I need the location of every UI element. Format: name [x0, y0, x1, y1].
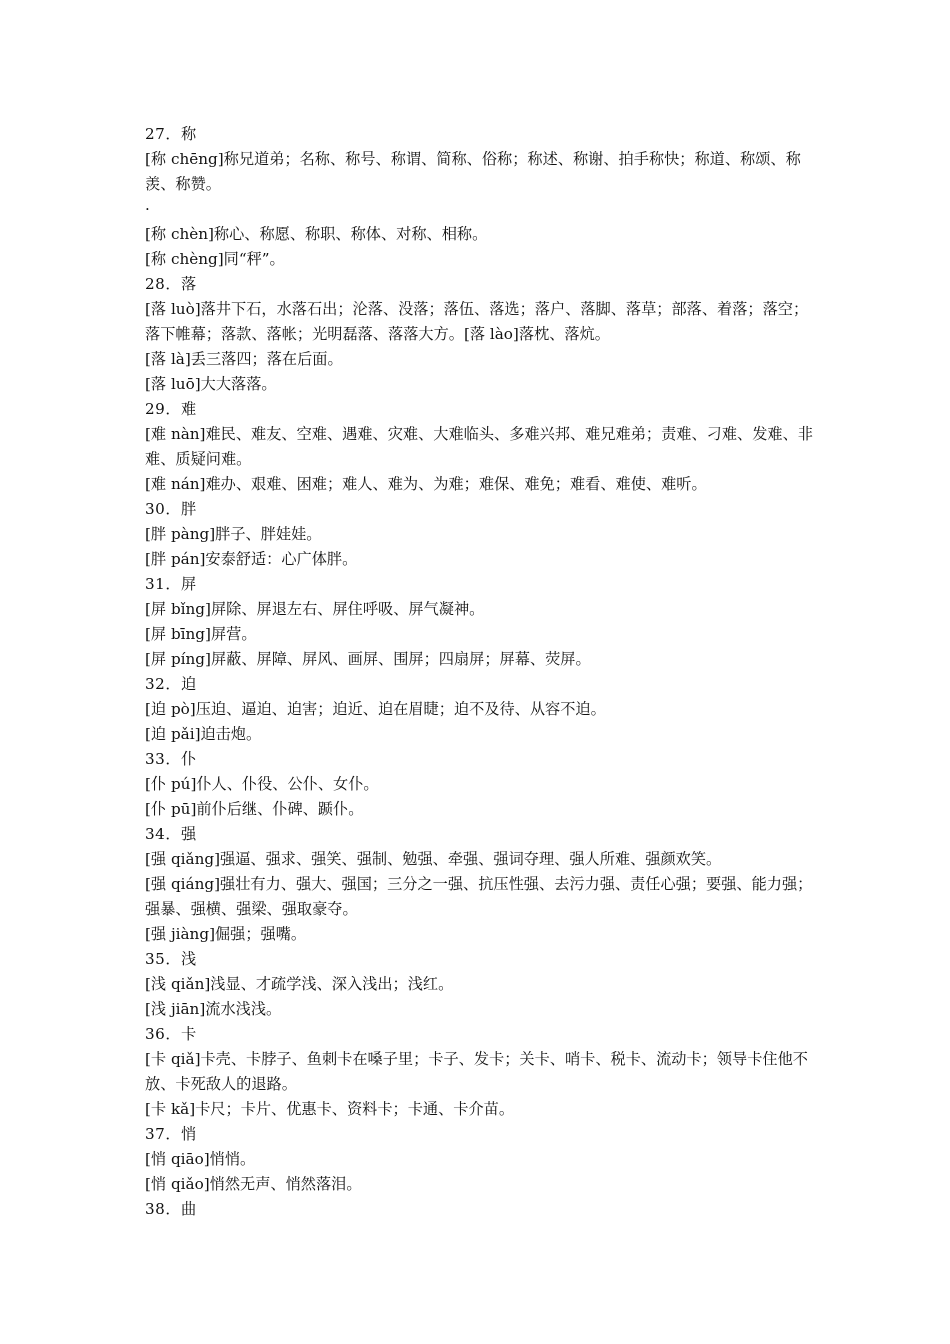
- section-heading: 38．曲: [145, 1200, 197, 1218]
- section-heading: 29．难: [145, 400, 197, 418]
- entry-line: [仆 pū]前仆后继、仆碑、踬仆。: [145, 800, 364, 818]
- dot-mark: ·: [145, 200, 150, 218]
- entry-line: [屏 píng]屏蔽、屏障、屏风、画屏、围屏；四扇屏；屏幕、荧屏。: [145, 650, 591, 668]
- entry-line: [强 qiǎng]强逼、强求、强笑、强制、勉强、牵强、强词夺理、强人所难、强颜欢笑。: [145, 850, 722, 868]
- entry-line: [浅 qiǎn]浅显、才疏学浅、深入浅出；浅红。: [145, 975, 454, 993]
- section-heading: 34．强: [145, 825, 197, 843]
- entry-line: [强 jiàng]倔强；强嘴。: [145, 925, 307, 943]
- section-heading: 31．屏: [145, 575, 197, 593]
- entry-line: [落 là]丢三落四；落在后面。: [145, 350, 343, 368]
- entry-line: [悄 qiǎo]悄然无声、悄然落泪。: [145, 1175, 362, 1193]
- entry-line: [屏 bīng]屏营。: [145, 625, 257, 643]
- entry-line: [仆 pú]仆人、仆役、公仆、女仆。: [145, 775, 379, 793]
- entry-line: [称 chēng]称兄道弟；名称、称号、称谓、简称、俗称；称述、称谢、拍手称快；称道、称颂、称羡、称赞。: [145, 150, 801, 193]
- section-heading: 36．卡: [145, 1025, 197, 1043]
- entry-line: [卡 qiǎ]卡壳、卡脖子、鱼刺卡在嗓子里；卡子、发卡；关卡、哨卡、税卡、流动卡；领导卡住他不放、卡死敌人的退路。: [145, 1050, 808, 1093]
- entry-line: [落 luò]落井下石，水落石出；沦落、没落；落伍、落选；落户、落脚、落草；部落、着落；落空；落下帷幕；落款、落帐；光明磊落、落落大方。[落 lào]落枕、落炕。: [145, 300, 809, 343]
- section-heading: 37．悄: [145, 1125, 197, 1143]
- section-heading: 28．落: [145, 275, 197, 293]
- entry-line: [悄 qiāo]悄悄。: [145, 1150, 256, 1168]
- entry-line: [迫 pǎi]迫击炮。: [145, 725, 262, 743]
- entry-line: [称 chèn]称心、称愿、称职、称体、对称、相称。: [145, 225, 488, 243]
- entry-line: [胖 pán]安泰舒适：心广体胖。: [145, 550, 358, 568]
- entry-line: [卡 kǎ]卡尺；卡片、优惠卡、资料卡；卡通、卡介苗。: [145, 1100, 515, 1118]
- entry-line: [迫 pò]压迫、逼迫、迫害；迫近、迫在眉睫；迫不及待、从容不迫。: [145, 700, 606, 718]
- section-heading: 27．称: [145, 125, 197, 143]
- entry-line: [落 luō]大大落落。: [145, 375, 277, 393]
- entry-line: [屏 bǐng]屏除、屏退左右、屏住呼吸、屏气凝神。: [145, 600, 485, 618]
- entry-line: [难 nán]难办、艰难、困难；难人、难为、为难；难保、难免；难看、难使、难听。: [145, 475, 707, 493]
- entry-line: [称 chèng]同“秤”。: [145, 250, 285, 268]
- entry-line: [难 nàn]难民、难友、空难、遇难、灾难、大难临头、多难兴邦、难兄难弟；责难、刁难、发难、非难、质疑问难。: [145, 425, 813, 468]
- entry-line: [强 qiáng]强壮有力、强大、强国；三分之一强、抗压性强、去污力强、责任心强；要强、能力强；强暴、强横、强梁、强取豪夺。: [145, 875, 813, 918]
- document-body: [145, 122, 813, 1222]
- entry-line: [浅 jiān]流水浅浅。: [145, 1000, 282, 1018]
- section-heading: 32．迫: [145, 675, 197, 693]
- section-heading: 33．仆: [145, 750, 197, 768]
- section-heading: 35．浅: [145, 950, 197, 968]
- section-heading: 30．胖: [145, 500, 197, 518]
- entry-line: [胖 pàng]胖子、胖娃娃。: [145, 525, 322, 543]
